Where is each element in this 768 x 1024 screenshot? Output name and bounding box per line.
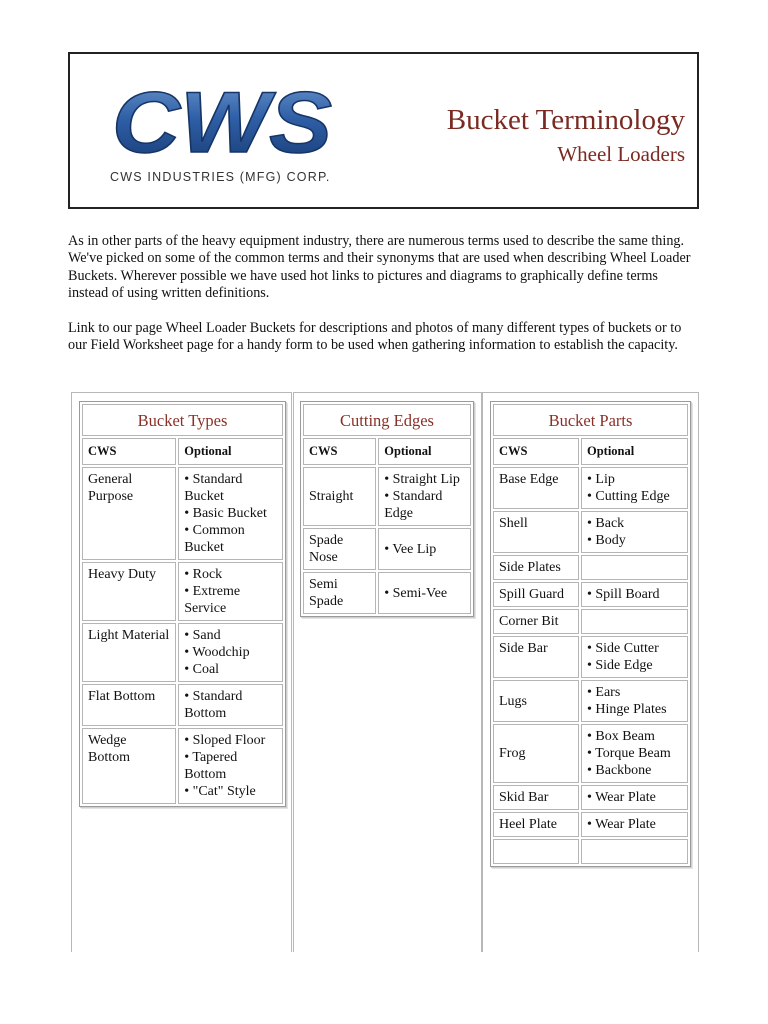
optional-term: • Wear Plate xyxy=(586,790,656,805)
optional-cell xyxy=(581,555,688,580)
table-row xyxy=(493,467,688,509)
optional-term: • Sand xyxy=(184,628,221,643)
cws-term: Heavy Duty xyxy=(82,562,176,621)
table-row xyxy=(303,528,471,570)
optional-cell xyxy=(581,582,688,607)
optional-term: • Extreme Service xyxy=(184,584,241,616)
optional-term: • Vee Lip xyxy=(384,541,437,557)
bucket-parts-table xyxy=(490,401,691,867)
optional-term: • Basic Bucket xyxy=(184,506,267,521)
col-header-cws: CWS xyxy=(303,438,376,465)
optional-cell xyxy=(178,684,283,726)
table-row xyxy=(493,812,688,837)
optional-term: • "Cat" Style xyxy=(184,784,256,799)
table-row xyxy=(303,467,471,526)
optional-cell xyxy=(178,562,283,621)
cws-term: Heel Plate xyxy=(493,812,579,837)
optional-term: • Sloped Floor xyxy=(184,733,266,748)
company-name: CWS INDUSTRIES (MFG) CORP. xyxy=(110,170,331,184)
optional-term: • Common Bucket xyxy=(184,523,245,555)
table-row xyxy=(493,680,688,722)
optional-cell xyxy=(378,572,471,614)
table-caption: Bucket Types xyxy=(82,404,283,436)
optional-cell xyxy=(581,680,688,722)
table-row xyxy=(493,724,688,783)
cws-term: Flat Bottom xyxy=(82,684,176,726)
optional-term: • Standard Bottom xyxy=(184,689,243,721)
cws-term: Side Bar xyxy=(493,636,579,678)
optional-term: • Side Edge xyxy=(586,658,653,673)
optional-cell xyxy=(178,623,283,682)
optional-term: • Tapered Bottom xyxy=(184,750,238,782)
optional-term: • Back xyxy=(586,516,625,531)
optional-cell xyxy=(581,511,688,553)
page-subtitle: Wheel Loaders xyxy=(557,142,685,166)
table-row xyxy=(493,555,688,580)
table-caption: Bucket Parts xyxy=(493,404,688,436)
optional-cell xyxy=(581,785,688,810)
logo-text: CWS xyxy=(112,80,332,171)
optional-cell xyxy=(581,609,688,634)
optional-term: • Body xyxy=(586,533,626,548)
table-caption: Cutting Edges xyxy=(303,404,471,436)
cws-term: Semi Spade xyxy=(303,572,376,614)
bucket-types-panel xyxy=(71,392,292,952)
optional-term: • Standard Bucket xyxy=(184,472,243,504)
intro-text xyxy=(68,233,700,371)
bucket-parts-panel xyxy=(482,392,699,952)
optional-term: • Standard Edge xyxy=(384,489,443,521)
optional-term: • Ears xyxy=(586,685,621,700)
bucket-types-table xyxy=(79,401,286,807)
optional-cell xyxy=(581,636,688,678)
cws-term: Light Material xyxy=(82,623,176,682)
table-row xyxy=(82,467,283,560)
table-row xyxy=(493,839,688,864)
cws-term: Wedge Bottom xyxy=(82,728,176,804)
cws-term: Base Edge xyxy=(493,467,579,509)
optional-cell xyxy=(581,812,688,837)
optional-term: • Lip xyxy=(586,472,615,487)
optional-cell xyxy=(581,839,688,864)
cws-term: Corner Bit xyxy=(493,609,579,634)
cutting-edges-panel xyxy=(293,392,482,952)
table-row xyxy=(493,636,688,678)
optional-term: • Backbone xyxy=(586,763,652,778)
cws-term: Side Plates xyxy=(493,555,579,580)
cutting-edges-table xyxy=(300,401,474,617)
cws-term xyxy=(493,839,579,864)
header-box xyxy=(68,52,699,209)
col-header-cws: CWS xyxy=(493,438,579,465)
col-header-optional: Optional xyxy=(178,438,283,465)
table-row xyxy=(493,785,688,810)
optional-cell xyxy=(581,467,688,509)
cws-term: Spill Guard xyxy=(493,582,579,607)
optional-term: • Rock xyxy=(184,567,223,582)
cws-term: Spade Nose xyxy=(303,528,376,570)
table-row xyxy=(303,572,471,614)
optional-term: • Woodchip xyxy=(184,645,250,660)
optional-term: • Cutting Edge xyxy=(586,489,670,504)
table-row xyxy=(493,511,688,553)
optional-term: • Straight Lip xyxy=(384,472,460,487)
intro-paragraph-1: As in other parts of the heavy equipment industry, there are numerous terms used to describe the same thing. We've picked on some of the common terms and their synonyms that are used when describing Wheel Loader Buckets. Wherever possible we have used hot links to pictures and diagrams to graphically define terms instead of using written definitions. xyxy=(68,233,691,302)
optional-term: • Box Beam xyxy=(586,729,655,744)
optional-cell xyxy=(378,528,471,570)
optional-term: • Semi-Vee xyxy=(384,585,448,601)
col-header-cws: CWS xyxy=(82,438,176,465)
intro-paragraph-2: Link to our page Wheel Loader Buckets for descriptions and photos of many different types of buckets or to our Field Worksheet page for a handy form to be used when gathering information to establish the capacity. xyxy=(68,319,682,354)
table-row xyxy=(82,562,283,621)
col-header-optional: Optional xyxy=(378,438,471,465)
page-title: Bucket Terminology xyxy=(446,104,685,136)
cws-term: Shell xyxy=(493,511,579,553)
table-row xyxy=(82,684,283,726)
table-row xyxy=(493,609,688,634)
cws-term: Frog xyxy=(493,724,579,783)
optional-cell xyxy=(378,467,471,526)
optional-cell xyxy=(581,724,688,783)
optional-term: • Spill Board xyxy=(586,587,660,602)
cws-term: General Purpose xyxy=(82,467,176,560)
table-row xyxy=(82,623,283,682)
col-header-optional: Optional xyxy=(581,438,688,465)
table-row xyxy=(493,582,688,607)
cws-term: Straight xyxy=(303,467,376,526)
optional-cell xyxy=(178,467,283,560)
cws-term: Lugs xyxy=(493,680,579,722)
optional-cell xyxy=(178,728,283,804)
cws-term: Skid Bar xyxy=(493,785,579,810)
optional-term: • Hinge Plates xyxy=(586,702,667,717)
table-row xyxy=(82,728,283,804)
optional-term: • Coal xyxy=(184,662,220,677)
optional-term: • Side Cutter xyxy=(586,641,659,656)
optional-term: • Wear Plate xyxy=(586,817,656,832)
optional-term: • Torque Beam xyxy=(586,746,671,761)
